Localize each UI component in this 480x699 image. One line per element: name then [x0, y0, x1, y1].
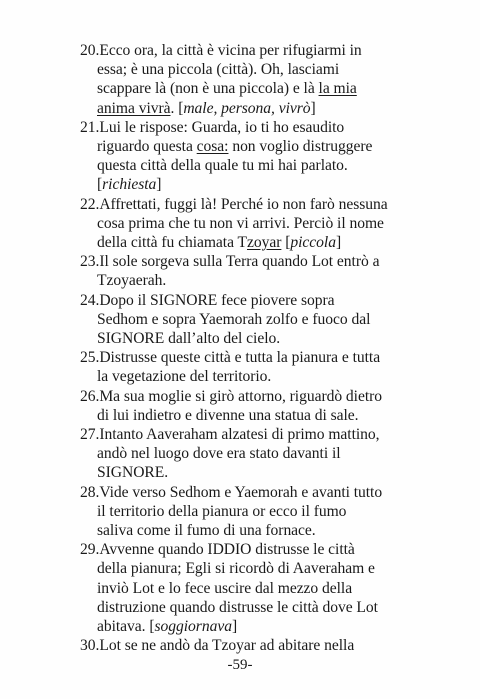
- text-run: ]: [335, 234, 342, 251]
- text-run: scappare là (non è una piccola) e là: [97, 80, 319, 98]
- text-run: 29.Avvenne quando IDDIO distrusse le città: [80, 541, 355, 559]
- text-run: 24.Dopo il SIGNORE fece piovere sopra: [80, 291, 335, 309]
- text-run: di lui indietro e divenne una statua di sale.: [97, 406, 359, 424]
- verse-line: [97, 367, 271, 386]
- text-run: ]: [231, 618, 238, 635]
- text-run: abitava. [: [97, 618, 155, 635]
- text-run: SIGNORE.: [97, 464, 169, 482]
- italic-text: piccola: [290, 234, 336, 251]
- verse-line: [97, 137, 372, 156]
- underlined-text: anima vivrà: [97, 99, 171, 117]
- verse-line: [97, 444, 341, 463]
- verse-first-line: [80, 252, 379, 271]
- text-run: questa città della quale tu mi hai parlato.: [97, 157, 348, 175]
- verse-line: [97, 329, 280, 348]
- verse-line: [97, 617, 237, 636]
- underlined-text: cosa:: [196, 138, 229, 155]
- text-run: saliva come il fumo di una fornace.: [97, 522, 316, 539]
- verse-line: [97, 175, 161, 194]
- italic-text: male, persona, vivrò: [183, 99, 311, 117]
- verse-first-line: [80, 348, 380, 367]
- verse-line: [97, 79, 357, 98]
- verse-line: [97, 310, 370, 329]
- verse-line: [97, 156, 348, 175]
- text-run: 22.Affrettati, fuggi là! Perché io non farò nessuna: [80, 195, 388, 213]
- verse-first-line: [80, 483, 382, 502]
- text-run: il territorio della pianura or ecco il fumo: [97, 502, 347, 520]
- page-number: -59-: [227, 657, 253, 673]
- text-run: 30.Lot se ne andò da Tzoyar ad abitare nella: [80, 637, 355, 655]
- verse-line: [97, 579, 352, 598]
- text-run: 27.Intanto Aaveraham alzatesi di primo mattino,: [80, 426, 380, 443]
- text-run: 25.Distrusse queste città e tutta la pianura e tutta: [80, 349, 381, 367]
- verse-line: [97, 271, 166, 290]
- verse-line: [97, 406, 358, 425]
- text-run: . [: [170, 99, 184, 117]
- underlined-text: zoyar: [247, 234, 282, 251]
- text-run: Sedhom e sopra Yaemorah zolfo e fuoco dal: [97, 310, 371, 328]
- verse-first-line: [80, 425, 379, 444]
- verse-first-line: [80, 195, 388, 214]
- text-run: cosa prima che tu non vi arrivi. Perciò il nome: [97, 214, 384, 232]
- verse-first-line: [80, 636, 354, 655]
- text-run: non voglio distruggere: [228, 138, 373, 155]
- text-run: essa; è una piccola (città). Oh, lasciami: [97, 61, 340, 79]
- verse-first-line: [80, 41, 362, 60]
- verse-first-line: [80, 387, 382, 406]
- italic-text: richiesta: [102, 176, 157, 194]
- text-run: la vegetazione del territorio.: [97, 368, 272, 386]
- underlined-text: la mia: [318, 80, 357, 98]
- text-run: della città fu chiamata T: [97, 234, 247, 251]
- text-run: [: [97, 176, 103, 194]
- text-run: distruzione quando distrusse le città dove Lot: [97, 598, 378, 616]
- text-run: SIGNORE dall’alto del cielo.: [97, 330, 281, 347]
- text-run: [: [281, 234, 291, 251]
- text-run: 20.Ecco ora, la città è vicina per rifugiarmi in: [80, 42, 362, 59]
- verse-line: [97, 502, 346, 521]
- text-run: 23.Il sole sorgeva sulla Terra quando Lot entrò a: [80, 253, 380, 271]
- text-run: andò nel luogo dove era stato davanti il: [97, 445, 341, 463]
- text-run: 26.Ma sua moglie si girò attorno, riguardò dietro: [80, 387, 383, 405]
- text-run: ]: [156, 176, 162, 194]
- verse-line: [97, 60, 339, 79]
- verse-line: [97, 233, 341, 252]
- text-run: 28.Vide verso Sedhom e Yaemorah e avanti tutto: [80, 483, 383, 501]
- verse-line: [97, 99, 316, 118]
- verse-line: [97, 598, 378, 617]
- verse-line: [97, 214, 384, 233]
- text-run: riguardo questa: [97, 138, 197, 155]
- verse-line: [97, 559, 375, 578]
- verse-line: [97, 521, 316, 540]
- verse-first-line: [80, 291, 335, 310]
- verse-first-line: [80, 540, 355, 559]
- text-run: inviò Lot e lo fece uscire dal mezzo della: [97, 579, 353, 597]
- text-run: della pianura; Egli si ricordò di Aaveraham e: [97, 560, 375, 578]
- text-run: Tzoyaerah.: [97, 272, 167, 290]
- italic-text: soggiornava: [154, 618, 232, 635]
- text-run: ]: [310, 99, 316, 117]
- verse-line: [97, 463, 168, 482]
- verse-first-line: [80, 118, 344, 137]
- text-run: 21.Lui le rispose: Guarda, io ti ho esaudito: [80, 118, 345, 136]
